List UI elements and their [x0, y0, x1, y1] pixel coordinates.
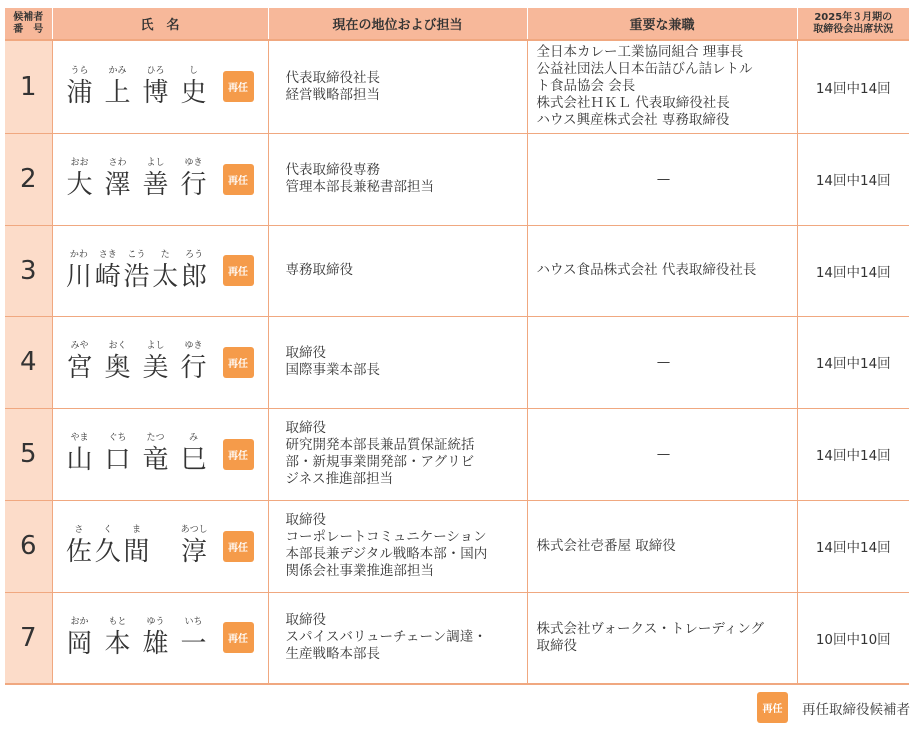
- name-reading: [65, 66, 213, 78]
- concurrent-line: 全日本カレー工業協同組合 理事長: [536, 44, 744, 61]
- name-char: 浩: [123, 261, 150, 292]
- name-char: 郎: [181, 261, 208, 292]
- reappointment-badge: 再任: [223, 347, 254, 378]
- ruby-char: かみ: [108, 65, 127, 76]
- ruby-char: いち: [184, 616, 203, 627]
- name-kanji: [65, 353, 213, 383]
- position-line: 生産戦略本部長: [285, 646, 380, 663]
- ruby-char: ゆき: [184, 158, 203, 168]
- position-line: スパイスバリューチェーン調達・: [285, 629, 487, 646]
- ruby-char: み: [188, 433, 198, 443]
- position-line: コーポレートコミュニケーション: [285, 529, 487, 545]
- concurrent-line: 株式会社ヴォークス・トレーディング: [536, 620, 764, 637]
- name-char: 久: [94, 537, 121, 567]
- ruby-char: ろう: [185, 249, 204, 260]
- attendance-cell: 14回中14回: [797, 500, 909, 592]
- position-cell: [268, 40, 527, 133]
- ruby-char: ひろ: [146, 65, 165, 76]
- position-line: 管理本部長兼秘書部担当: [285, 179, 434, 195]
- ruby-char: し: [188, 65, 198, 76]
- candidate-number: 5: [5, 408, 52, 500]
- ruby-char: さ: [74, 525, 84, 535]
- name-char: 本: [104, 628, 131, 659]
- header-attendance-line2: 取締役会出席状況: [813, 23, 894, 35]
- concurrent-line: ハウス興産株式会社 専務取締役: [536, 112, 730, 129]
- name-char: 竜: [142, 445, 169, 475]
- name-reading: [65, 433, 213, 445]
- header-name: 氏 名: [52, 8, 268, 40]
- name-char: 川: [65, 261, 92, 292]
- position-line: 研究開発本部長兼品質保証統括: [285, 437, 475, 453]
- position-line: ジネス推進部担当: [285, 471, 394, 487]
- name-char: 行: [180, 353, 207, 383]
- name-char: 山: [66, 445, 93, 475]
- ruby-char: もと: [108, 616, 127, 627]
- concurrent-line: ト食品協会 会長: [536, 78, 636, 95]
- ruby-char: ぐち: [108, 433, 127, 443]
- position-line: 関係会社事業推進部担当: [285, 563, 434, 579]
- candidate-name-cell: [52, 40, 268, 133]
- candidate-row: [5, 133, 909, 225]
- position-cell: [268, 316, 527, 408]
- reappointment-badge: 再任: [223, 439, 254, 470]
- candidate-name-cell: [52, 500, 268, 592]
- candidate-name-cell: [52, 316, 268, 408]
- name-kanji: [65, 629, 213, 659]
- position-cell: [268, 592, 527, 684]
- name-char: 太: [152, 261, 179, 292]
- ruby-char: た: [160, 249, 170, 260]
- position-line: 取締役: [285, 512, 326, 528]
- candidate-number: 4: [5, 316, 52, 408]
- reappointment-badge: 再任: [223, 255, 254, 286]
- concurrent-cell: [527, 408, 797, 500]
- position-line: 専務取締役: [285, 262, 353, 278]
- ruby-char: よし: [146, 341, 165, 351]
- header-number-line1: 候補者: [13, 11, 44, 23]
- ruby-char: く: [103, 525, 113, 535]
- concurrent-cell: [527, 592, 797, 684]
- candidate-row: [5, 592, 909, 684]
- position-line: 取締役: [285, 420, 326, 436]
- name-reading: [65, 525, 213, 537]
- name-char: 佐: [65, 537, 92, 567]
- position-line: 取締役: [285, 345, 326, 361]
- attendance-cell: 14回中14回: [797, 408, 909, 500]
- concurrent-line: 取締役: [536, 637, 577, 654]
- concurrent-line: —: [656, 353, 671, 370]
- candidate-row: [5, 316, 909, 408]
- header-attendance: [797, 8, 909, 40]
- header-candidate-number: [5, 8, 52, 40]
- ruby-char: こう: [127, 249, 146, 260]
- ruby-char: かわ: [69, 249, 88, 260]
- position-line: 代表取締役社長: [285, 69, 380, 86]
- reappointment-badge: 再任: [223, 622, 254, 653]
- candidate-name-cell: [52, 592, 268, 684]
- position-cell: [268, 408, 527, 500]
- name-char: 間: [123, 537, 150, 567]
- position-cell: [268, 500, 527, 592]
- name-kanji: [65, 78, 213, 108]
- concurrent-line: —: [656, 445, 671, 462]
- name-char: [151, 537, 180, 567]
- name-reading: [65, 341, 213, 353]
- ruby-char: おか: [70, 616, 89, 627]
- name-kanji: [65, 537, 213, 567]
- name-char: 巳: [180, 445, 207, 475]
- candidate-number: 3: [5, 225, 52, 316]
- name-char: 奥: [104, 353, 131, 383]
- header-row: [5, 8, 909, 40]
- ruby-char: ゆき: [184, 341, 203, 351]
- name-char: 崎: [94, 261, 121, 292]
- position-cell: [268, 133, 527, 225]
- attendance-cell: 14回中14回: [797, 133, 909, 225]
- ruby-char: みや: [70, 341, 89, 351]
- name-char: 上: [104, 77, 131, 108]
- legend-text: 再任取締役候補者: [802, 701, 910, 718]
- ruby-char: よし: [146, 158, 165, 168]
- name-char: 淳: [181, 537, 208, 567]
- ruby-char: おく: [108, 341, 127, 351]
- name-char: 行: [180, 170, 207, 200]
- attendance-cell: 14回中14回: [797, 40, 909, 133]
- ruby-char: おお: [70, 158, 89, 168]
- attendance-cell: 10回中10回: [797, 592, 909, 684]
- reappointment-badge: 再任: [757, 692, 788, 723]
- name-char: 宮: [66, 353, 93, 383]
- ruby-char: あつし: [180, 525, 208, 535]
- concurrent-line: 株式会社ＨＫＬ 代表取締役社長: [536, 95, 730, 112]
- name-reading: [65, 158, 213, 170]
- position-line: 部・新規事業開発部・アグリビ: [285, 454, 475, 470]
- ruby-char: [151, 525, 180, 537]
- position-line: 取締役: [285, 612, 326, 629]
- concurrent-cell: [527, 225, 797, 316]
- concurrent-line: ハウス食品株式会社 代表取締役社長: [536, 262, 757, 278]
- candidate-number: 2: [5, 133, 52, 225]
- candidates-table: [5, 8, 909, 685]
- name-kanji: [65, 262, 213, 292]
- name-char: 美: [142, 353, 169, 383]
- candidate-row: [5, 500, 909, 592]
- legend: [757, 692, 910, 723]
- name-kanji: [65, 170, 213, 200]
- ruby-char: うら: [70, 65, 89, 76]
- position-cell: [268, 225, 527, 316]
- position-line: 本部長兼デジタル戦略本部・国内: [285, 546, 488, 562]
- candidate-row: [5, 225, 909, 316]
- reappointment-badge: 再任: [223, 164, 254, 195]
- attendance-cell: 14回中14回: [797, 316, 909, 408]
- ruby-char: やま: [70, 433, 89, 443]
- name-char: 浦: [66, 77, 93, 108]
- concurrent-line: 公益社団法人日本缶詰びん詰レトル: [536, 61, 753, 78]
- header-concurrent: 重要な兼職: [527, 8, 797, 40]
- name-char: 史: [180, 77, 207, 108]
- name-reading: [65, 250, 213, 262]
- reappointment-badge: 再任: [223, 531, 254, 562]
- name-char: 一: [180, 628, 207, 659]
- name-char: 雄: [142, 628, 169, 659]
- header-attendance-line1: 2025年３月期の: [814, 11, 893, 23]
- concurrent-line: —: [656, 170, 671, 187]
- candidate-row: [5, 40, 909, 133]
- candidate-number: 6: [5, 500, 52, 592]
- name-kanji: [65, 445, 213, 475]
- name-char: 澤: [104, 170, 131, 200]
- name-char: 大: [66, 170, 93, 200]
- ruby-char: たつ: [146, 433, 165, 443]
- name-char: 善: [142, 170, 169, 200]
- name-char: 博: [142, 77, 169, 108]
- ruby-char: さわ: [108, 158, 127, 168]
- candidate-name-cell: [52, 225, 268, 316]
- concurrent-cell: [527, 40, 797, 133]
- candidate-number: 7: [5, 592, 52, 684]
- position-line: 経営戦略部担当: [285, 86, 380, 103]
- candidate-number: 1: [5, 40, 52, 133]
- ruby-char: さき: [98, 249, 117, 260]
- ruby-char: ゆう: [146, 616, 165, 627]
- header-position: 現在の地位および担当: [268, 8, 527, 40]
- concurrent-cell: [527, 500, 797, 592]
- name-reading: [65, 617, 213, 629]
- candidate-name-cell: [52, 408, 268, 500]
- name-char: 岡: [66, 628, 93, 659]
- header-number-line2: 番 号: [13, 23, 44, 35]
- candidate-row: [5, 408, 909, 500]
- position-line: 国際事業本部長: [285, 362, 380, 378]
- concurrent-cell: [527, 133, 797, 225]
- name-char: 口: [104, 445, 131, 475]
- ruby-char: ま: [131, 525, 141, 535]
- candidate-name-cell: [52, 133, 268, 225]
- concurrent-cell: [527, 316, 797, 408]
- attendance-cell: 14回中14回: [797, 225, 909, 316]
- reappointment-badge: 再任: [223, 71, 254, 102]
- concurrent-line: 株式会社壱番屋 取締役: [536, 537, 676, 554]
- position-line: 代表取締役専務: [285, 162, 380, 178]
